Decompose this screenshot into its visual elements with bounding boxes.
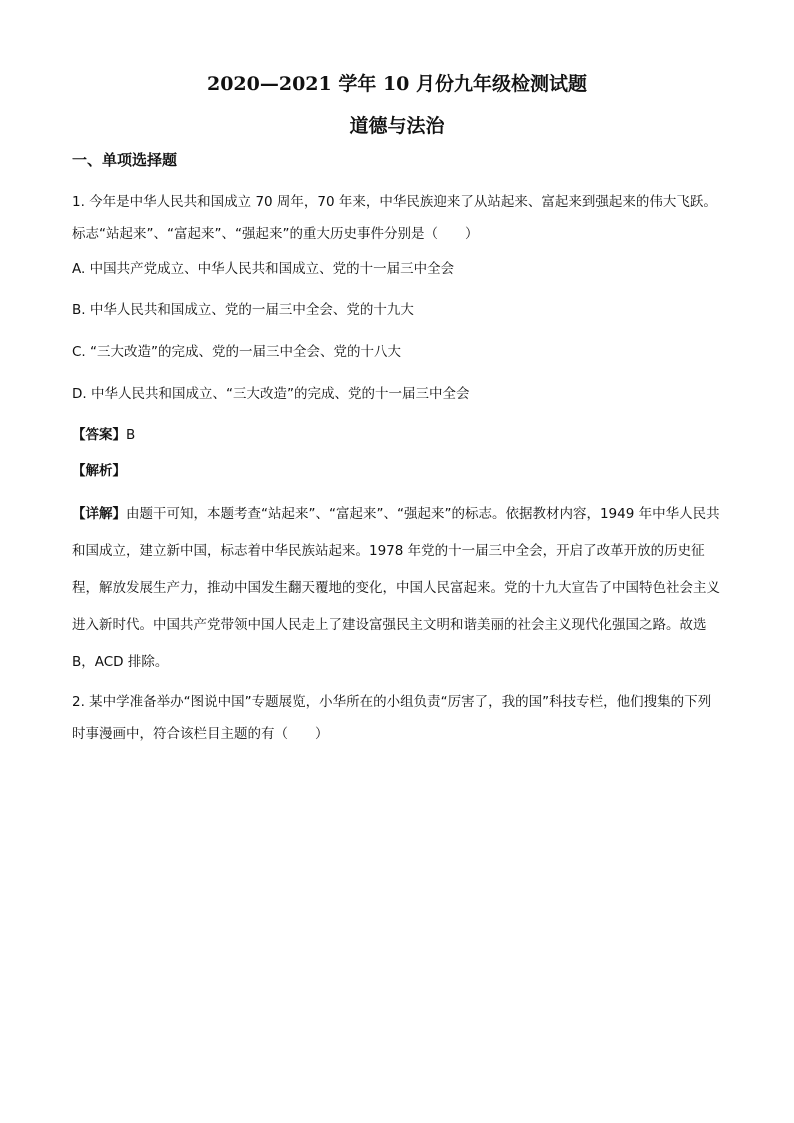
question-1-answer <box>72 425 135 445</box>
answer-value: B <box>126 427 136 443</box>
document-title: 2020—2021 学年 10 月份九年级检测试题 <box>206 73 588 95</box>
question-1-stem: 1. 今年是中华人民共和国成立 70 周年，70 年来，中华民族迎来了从站起来、富起来到强起来的伟大飞跃。标志“站起来”、“富起来”、“强起来”的重大历史事件分别是（ ） <box>72 194 717 242</box>
question-1-option-b: B. 中华人民共和国成立、党的一届三中全会、党的十九大 <box>72 302 414 318</box>
question-1-analysis-tag: 【解析】 <box>72 463 126 479</box>
answer-tag: 【答案】 <box>72 427 126 443</box>
document-subject: 道德与法治 <box>349 115 445 137</box>
question-1-option-d: D. 中华人民共和国成立、“三大改造”的完成、党的十一届三中全会 <box>72 386 470 402</box>
question-1-option-c: C. “三大改造”的完成、党的一届三中全会、党的十八大 <box>72 344 401 360</box>
question-1-option-a: A. 中国共产党成立、中华人民共和国成立、党的十一届三中全会 <box>72 261 455 277</box>
question-1-detail <box>72 496 724 681</box>
section-heading: 一、单项选择题 <box>72 151 178 169</box>
detail-tag: 【详解】 <box>72 506 126 522</box>
question-2-stem: 2. 某中学准备举办“图说中国”专题展览，小华所在的小组负责“厉害了，我的国”科技专栏，他们搜集的下列时事漫画中，符合该栏目主题的有（ ） <box>72 694 712 742</box>
detail-text: 由题干可知，本题考查“站起来”、“富起来”、“强起来”的标志。依据教材内容，1949 年中华人民共和国成立，建立新中国，标志着中华民族站起来。1978 年党的十一届三中全会，开启了改革开放的历史征程，解放发展生产力，推动中国发生翻天覆地的变化，中国人民富起来。党的十九大宣告了中国特色社会主义进入新时代。中国共产党带领中国人民走上了建设富强民主文明和谐美丽的社会主义现代化强国之路。故选 B，ACD 排除。 <box>72 506 720 670</box>
